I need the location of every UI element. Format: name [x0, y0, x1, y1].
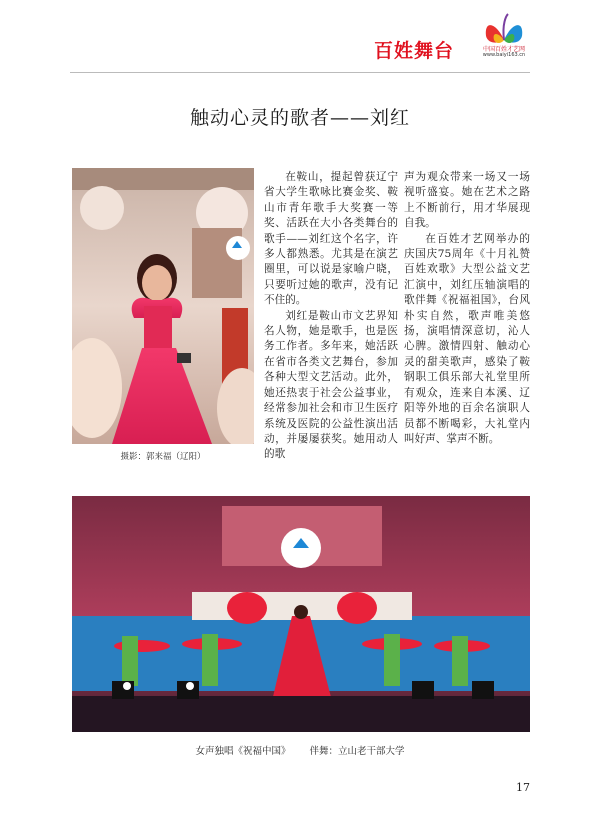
paragraph: 在百姓才艺网举办的庆国庆75周年《十月礼赞 百姓欢歌》大型公益文艺汇演中，刘红压轴演唱的歌伴舞《祝福祖国》，台风朴实自然，歌声唯美悠扬，演唱情深意切，沁人心脾。激情四射、触动心灵的甜美歌声，感染了鞍钢职工俱乐部大礼堂里所有观众，连来自本溪、辽阳等外地的百余名演职人员都不断喝彩，大礼堂内叫好声、掌声不断。: [404, 232, 530, 445]
stage-performance-photo: [72, 496, 530, 732]
photo2-caption: [0, 743, 600, 757]
photo1-caption: 摄影：郭来福（辽阳）: [120, 452, 206, 462]
paragraph: 在鞍山，提起曾获辽宁省大学生歌咏比赛金奖、鞍山市青年歌手大奖赛一等奖、活跃在大小各类舞台的歌手——刘红这个名字，许多人都熟悉。尤其是在演艺圈里，可以说是家喻户晓，只要听过她的歌声，没有记不住的。: [264, 171, 398, 307]
page-number: 17: [516, 781, 530, 794]
logo-name: 中国百姓才艺网: [482, 46, 525, 53]
brand-title: 百姓舞台: [374, 40, 455, 62]
logo-url: www.baiyi163.cn: [482, 52, 526, 58]
article-title: 触动心灵的歌者——刘红: [189, 107, 410, 129]
header-divider: [70, 72, 530, 73]
photo2-caption-left: 女声独唱《祝福中国》: [195, 746, 291, 757]
article-column-1: [264, 170, 398, 463]
paragraph: 刘红是鞍山市文艺界知名人物，她是歌手，也是医务工作者。多年来，她活跃在省市各类文艺舞台，参加各种大型文艺活动。此外，她还热衷于社会公益事业，经常参加社会和市卫生医疗系统及医院的公益性演出活动，并屡屡获奖。她用动人的歌: [264, 309, 398, 461]
singer-portrait-photo: [72, 168, 254, 444]
article-column-2: [404, 170, 530, 447]
paragraph: 声为观众带来一场又一场视听盛宴。她在艺术之路上不断前行，用才华展现自我。: [404, 171, 530, 230]
photo2-caption-right: 伴舞：立山老干部大学: [309, 746, 405, 757]
